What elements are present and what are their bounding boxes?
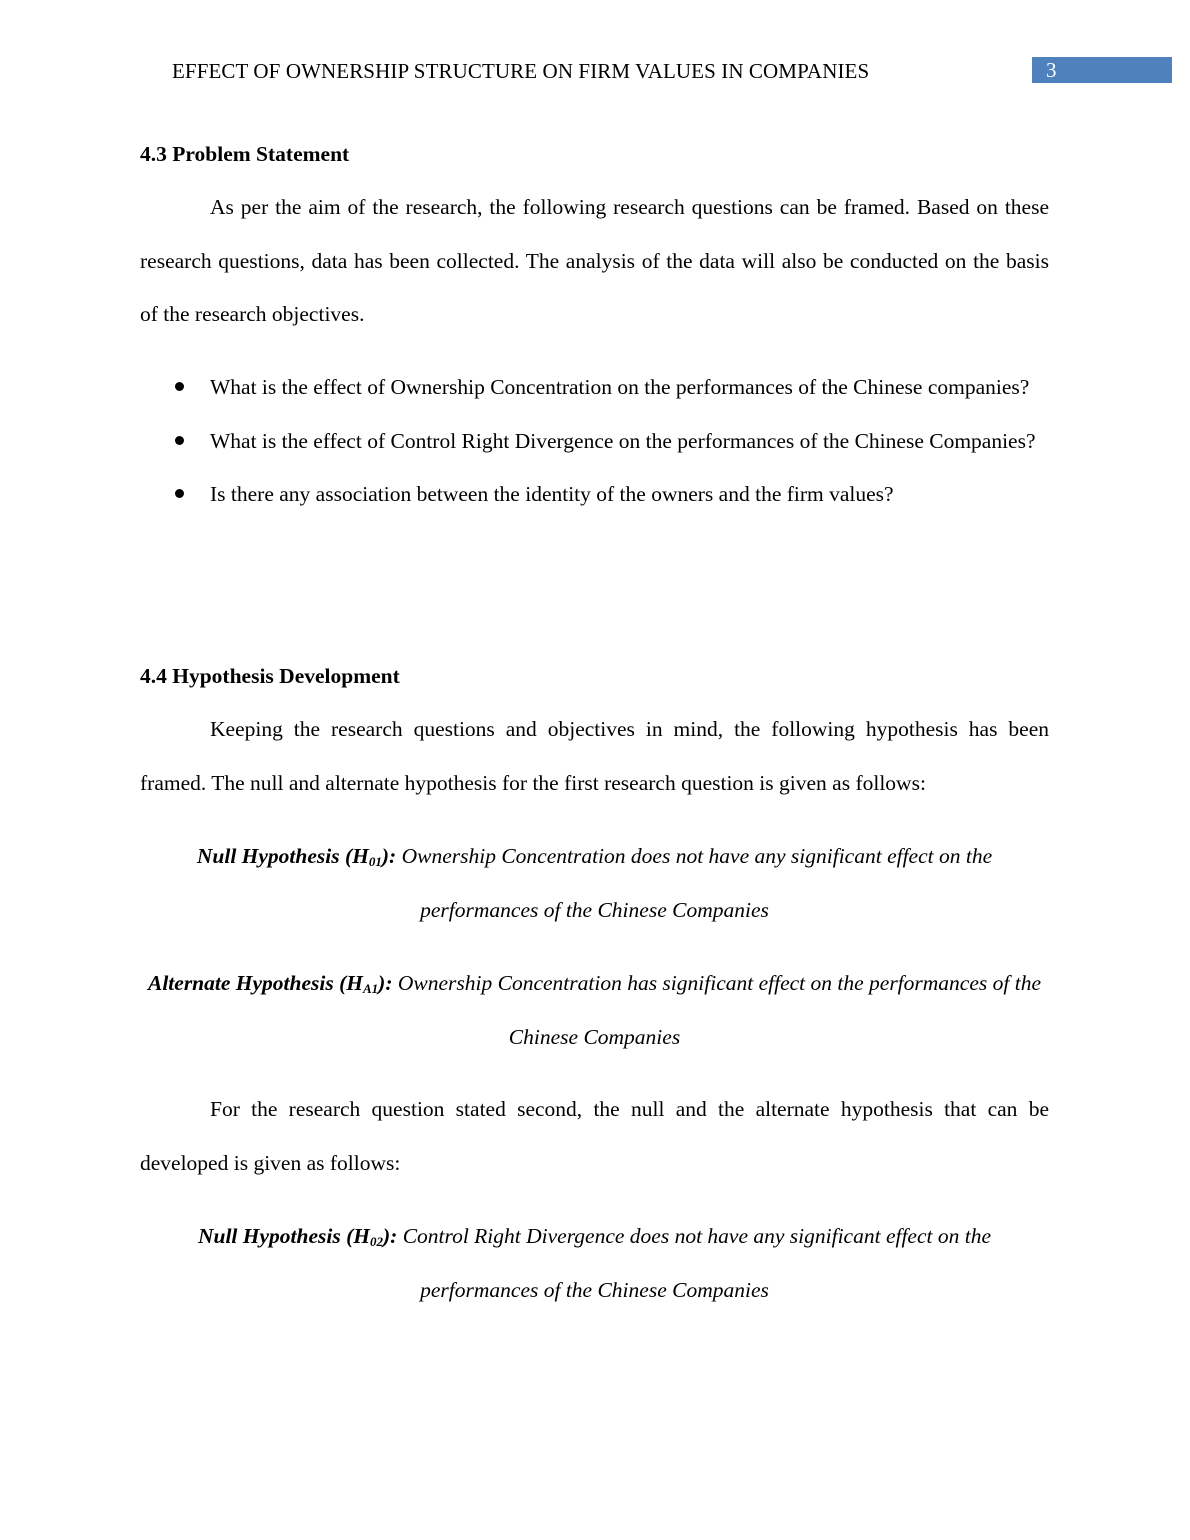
running-header-title: EFFECT OF OWNERSHIP STRUCTURE ON FIRM VALUES IN COMPANIES [172,59,870,83]
hypothesis-label: Null Hypothesis $(H_{02})$: [197,1224,398,1249]
section-heading-problem-statement: 4.3 Problem Statement [140,142,350,166]
hypothesis-label: Alternate Hypothesis $(H_{A1})$: [147,971,393,996]
list-item [140,361,1049,415]
list-item [140,468,1049,522]
hypothesis-text: Ownership Concentration has significant effect on the performances of the Chinese Companies [392,971,1041,1049]
second-question-intro-text: For the research question stated second, the null and the alternate hypothesis that can be developed is given as follows: [140,1097,1049,1175]
bullet-icon [175,382,184,391]
bullet-icon [175,489,184,498]
hypothesis-intro-text: Keeping the research questions and objectives in mind, the following hypothesis has been framed. The null and alternate hypothesis for the first research question is given as follows: [140,717,1049,795]
hypothesis-text: Control Right Divergence does not have any significant effect on the performances of the Chinese Companies [397,1224,992,1302]
alternate-hypothesis-1 [140,957,1049,1064]
second-question-intro-paragraph [140,1083,1049,1190]
page-number-badge: 3 [1032,57,1172,83]
hypothesis-text: Ownership Concentration does not have any significant effect on the performances of the Chinese Companies [396,844,993,922]
research-question-text: What is the effect of Ownership Concentration on the performances of the Chinese companies? [210,375,1030,399]
hypothesis-label: Null Hypothesis $(H_{01})$: [196,844,397,869]
null-hypothesis-2 [140,1210,1049,1317]
problem-statement-paragraph [140,181,1049,342]
hypothesis-intro-paragraph [140,703,1049,810]
bullet-icon [175,436,184,445]
section-heading-hypothesis-development: 4.4 Hypothesis Development [140,664,400,688]
research-question-text: Is there any association between the identity of the owners and the firm values? [210,482,894,506]
null-hypothesis-1 [140,830,1049,937]
research-questions-list [140,361,1049,522]
research-question-text: What is the effect of Control Right Divergence on the performances of the Chinese Companies? [210,428,1036,453]
problem-statement-text: As per the aim of the research, the following research questions can be framed. Based on these research questions, data has been collected. The analysis of the data will also be conducted on the basis of the research objectives. [140,195,1049,326]
list-item [140,415,1049,469]
